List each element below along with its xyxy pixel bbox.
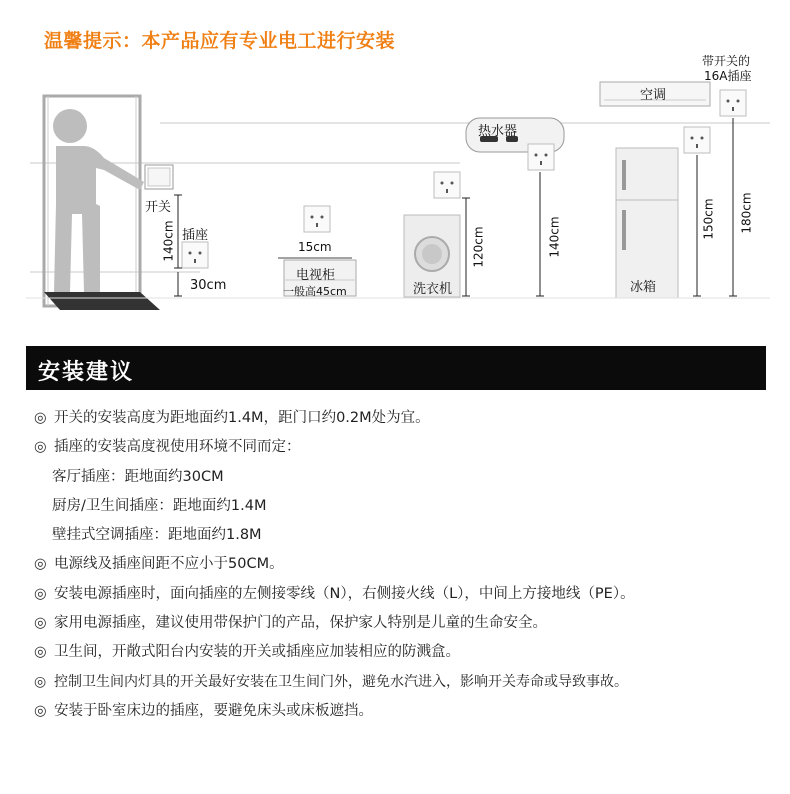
fridge-height-label: 150cm (701, 198, 716, 240)
height-line-30 (174, 272, 182, 296)
socket-washer (434, 172, 460, 198)
tv-height-note: 一般高45cm (283, 285, 347, 298)
list-item: ◎ 电源线及插座间距不应小于50CM。 (34, 550, 774, 579)
switch-label: 开关 (145, 200, 172, 215)
bullet-icon: ◎ (34, 644, 47, 661)
socket-fridge (684, 127, 710, 153)
list-item: 客厅插座：距地面约30CM (52, 468, 224, 485)
list-item: ◎ 家用电源插座，建议使用带保护门的产品，保护家人特别是儿童的生命安全。 (34, 609, 774, 638)
ac-socket-label-line2: 16A插座 (704, 69, 752, 83)
socket-ac (720, 90, 746, 116)
bullet-icon: ◎ (34, 702, 47, 719)
bullet-icon: ◎ (34, 556, 47, 573)
height-140-left-label: 140cm (161, 220, 176, 262)
list-item: ◎ 控制卫生间内灯具的开关最好安装在卫生间门外，避免水汽进入，影响开关寿命或导致事故。 (34, 668, 774, 697)
ac-height-label: 180cm (739, 192, 754, 234)
heater-label: 热水器 (478, 124, 518, 139)
advice-list (34, 404, 774, 726)
list-item: ◎ 安装电源插座时，面向插座的左侧接零线（N），右侧接火线（L），中间上方接地线（PE）。 (34, 580, 774, 609)
height-30-label: 30cm (190, 278, 227, 293)
bullet-icon: ◎ (34, 410, 47, 426)
ac-socket-label-line1: 带开关的 (702, 54, 751, 68)
socket-tv (304, 206, 330, 232)
door-mat (44, 292, 160, 310)
socket-heater (528, 144, 554, 170)
section-banner (26, 346, 766, 390)
washer-height-label: 120cm (471, 226, 486, 268)
ac-label: 空调 (640, 88, 667, 103)
bullet-icon: ◎ (34, 673, 47, 690)
list-item: ◎ 插座的安装高度视使用环境不同而定： (34, 433, 774, 462)
washer-label: 洗衣机 (413, 282, 453, 297)
warning-note: 温馨提示：本产品应有专业电工进行安装 (44, 30, 396, 52)
socket-living-room (182, 242, 208, 268)
height-line-120 (462, 198, 470, 296)
height-line-150 (693, 155, 701, 296)
switch-key (148, 168, 170, 186)
list-item: 壁挂式空调插座：距地面约1.8M (52, 527, 262, 544)
height-line-140-right (536, 172, 544, 296)
fridge-label: 冰箱 (630, 280, 657, 295)
list-item: ◎ 安装于卧室床边的插座，要避免床头或床板遮挡。 (34, 697, 774, 726)
height-line-180 (729, 118, 737, 296)
list-item: 厨房/卫生间插座：距地面约1.4M (52, 497, 267, 514)
tv-gap-label: 15cm (298, 240, 332, 254)
socket-label: 插座 (182, 228, 209, 243)
heater-height-label: 140cm (547, 216, 562, 258)
bullet-icon: ◎ (34, 439, 47, 456)
list-item: ◎ 开关的安装高度为距地面约1.4M，距门口约0.2M处为宜。 (34, 404, 774, 433)
bullet-icon: ◎ (34, 615, 47, 632)
bullet-icon: ◎ (34, 585, 47, 602)
list-item: ◎ 卫生间，开敞式阳台内安装的开关或插座应加装相应的防溅盒。 (34, 638, 774, 667)
person-figure (53, 109, 144, 292)
installation-diagram (0, 0, 790, 330)
tv-cabinet-label: 电视柜 (296, 268, 336, 283)
section-title: 安装建议 (38, 360, 135, 385)
